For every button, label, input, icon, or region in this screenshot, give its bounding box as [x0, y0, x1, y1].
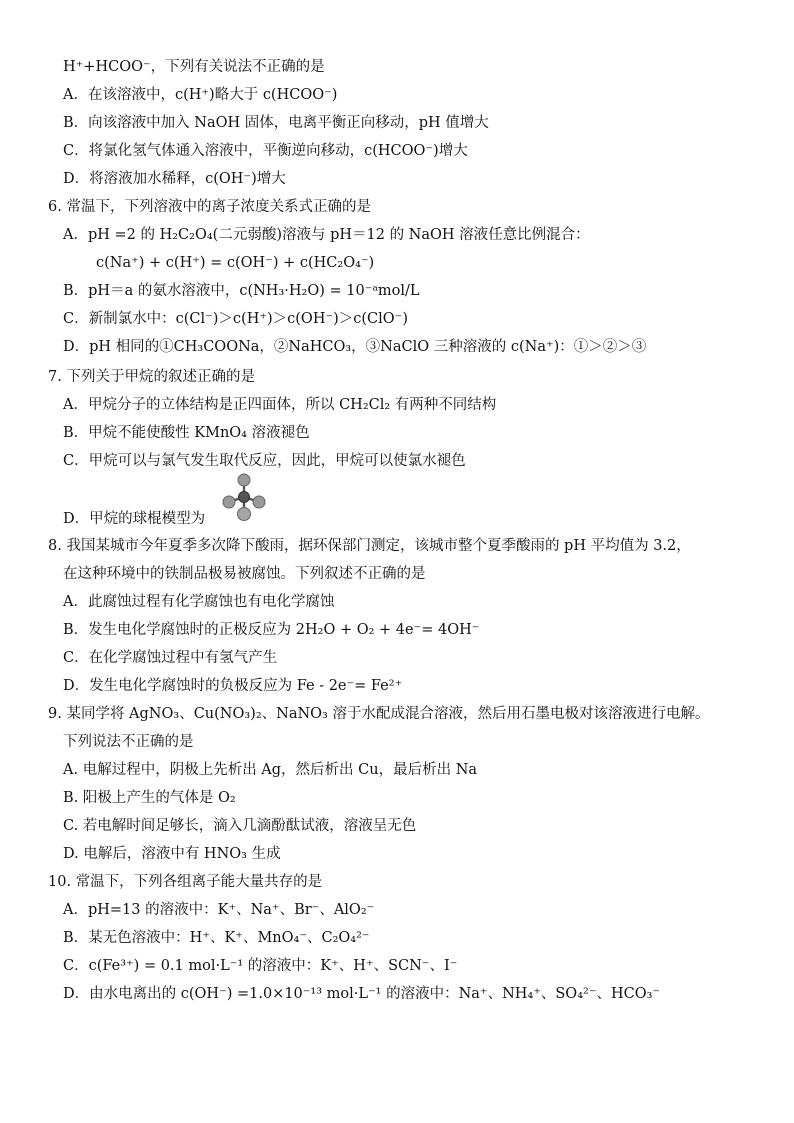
- q8-stem: 8. 我国某城市今年夏季多次降下酸雨，据环保部门测定，该城市整个夏季酸雨的 pH 平均值为 3.2，: [48, 538, 691, 554]
- q7-option-b: B．甲烷不能使酸性 KMnO₄ 溶液褪色: [63, 425, 310, 441]
- q6-option-d: D．pH 相同的①CH₃COONa，②NaHCO₃，③NaClO 三种溶液的 c(Na⁺)：①＞②＞③: [63, 339, 647, 355]
- q9-option-c: C. 若电解时间足够长，滴入几滴酚酞试液，溶液呈无色: [63, 818, 417, 834]
- q10-option-d: D．由水电离出的 c(OH⁻) =1.0×10⁻¹³ mol·L⁻¹ 的溶液中：Na⁺、NH₄⁺、SO₄²⁻、HCO₃⁻: [63, 986, 661, 1002]
- q9-option-b: B. 阳极上产生的气体是 O₂: [63, 790, 236, 806]
- q9-stem-continuation: 下列说法不正确的是: [63, 734, 194, 750]
- q10-stem: 10. 常温下，下列各组离子能大量共存的是: [48, 874, 323, 890]
- q8-option-c: C．在化学腐蚀过程中有氢气产生: [63, 650, 278, 666]
- q6-option-a: A．pH =2 的 H₂C₂O₄(二元弱酸)溶液与 pH＝12 的 NaOH 溶液任意比例混合：: [63, 227, 590, 243]
- q9-option-a: A. 电解过程中，阴极上先析出 Ag，然后析出 Cu，最后析出 Na: [63, 762, 478, 778]
- q6-option-a-equation: c(Na⁺) + c(H⁺) = c(OH⁻) + c(HC₂O₄⁻): [96, 255, 375, 271]
- q7-option-a: A．甲烷分子的立体结构是正四面体，所以 CH₂Cl₂ 有两种不同结构: [63, 397, 497, 413]
- q7-option-d: D．甲烷的球棍模型为: [63, 511, 206, 527]
- methane-ball-stick-model: [221, 472, 267, 522]
- q5-option-a: A．在该溶液中，c(H⁺)略大于 c(HCOO⁻): [63, 87, 338, 103]
- q5-option-c: C．将氯化氢气体通入溶液中，平衡逆向移动，c(HCOO⁻)增大: [63, 143, 468, 159]
- q7-option-c: C．甲烷可以与氯气发生取代反应，因此，甲烷可以使氯水褪色: [63, 453, 466, 469]
- q5-option-b: B．向该溶液中加入 NaOH 固体，电离平衡正向移动，pH 值增大: [63, 115, 489, 131]
- q5-option-d: D．将溶液加水稀释，c(OH⁻)增大: [63, 171, 286, 187]
- q8-option-d: D．发生电化学腐蚀时的负极反应为 Fe - 2e⁻= Fe²⁺: [63, 678, 403, 694]
- q6-stem: 6. 常温下，下列溶液中的离子浓度关系式正确的是: [48, 199, 371, 215]
- q8-stem-continuation: 在这种环境中的铁制品极易被腐蚀。下列叙述不正确的是: [63, 566, 426, 582]
- q9-stem: 9. 某同学将 AgNO₃、Cu(NO₃)₂、NaNO₃ 溶于水配成混合溶液，然后用石墨电极对该溶液进行电解。: [48, 706, 710, 722]
- q6-option-c: C．新制氯水中：c(Cl⁻)＞c(H⁺)＞c(OH⁻)＞c(ClO⁻): [63, 311, 408, 327]
- q6-option-b: B．pH＝a 的氨水溶液中，c(NH₃·H₂O) = 10⁻ᵃmol/L: [63, 283, 420, 299]
- q10-option-c: C．c(Fe³⁺) = 0.1 mol·L⁻¹ 的溶液中：K⁺、H⁺、SCN⁻、I⁻: [63, 958, 458, 974]
- q8-option-b: B．发生电化学腐蚀时的正极反应为 2H₂O + O₂ + 4e⁻= 4OH⁻: [63, 622, 480, 638]
- q5-stem-continuation: H⁺+HCOO⁻，下列有关说法不正确的是: [63, 59, 325, 75]
- q9-option-d: D. 电解后，溶液中有 HNO₃ 生成: [63, 846, 281, 862]
- q10-option-a: A．pH=13 的溶液中：K⁺、Na⁺、Br⁻、AlO₂⁻: [63, 902, 375, 918]
- q8-option-a: A．此腐蚀过程有化学腐蚀也有电化学腐蚀: [63, 594, 335, 610]
- q7-stem: 7. 下列关于甲烷的叙述正确的是: [48, 369, 255, 385]
- q10-option-b: B．某无色溶液中：H⁺、K⁺、MnO₄⁻、C₂O₄²⁻: [63, 930, 370, 946]
